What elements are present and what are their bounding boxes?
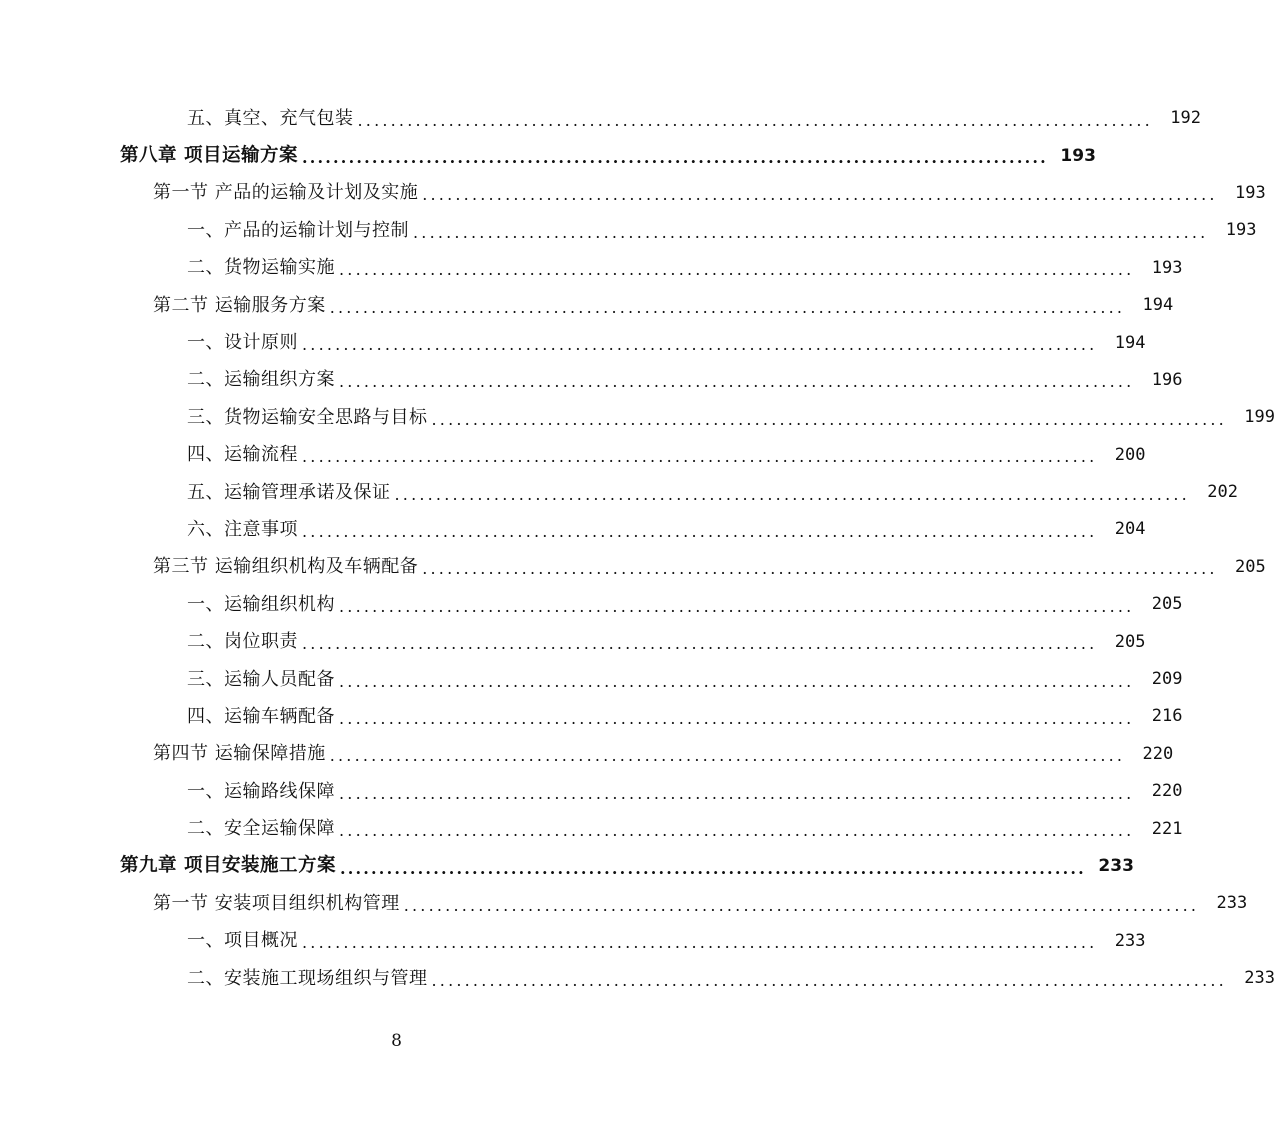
toc-entry-title: 四、运输流程 [187,444,298,466]
toc-entry[interactable] [0,137,1096,174]
toc-entry[interactable] [0,287,1174,324]
toc-entry-title: 一、设计原则 [187,332,298,354]
toc-page-number: 199 [1244,407,1275,428]
toc-entry-title: 一、项目概况 [187,930,298,952]
toc-entry[interactable] [0,923,1146,960]
toc-entry-title: 五、运输管理承诺及保证 [187,481,391,503]
toc-dot-leader: ................................................................................................ [339,783,1135,803]
toc-dot-leader: ................................................................................................ [403,895,1200,915]
toc-entry-title: 第三节 运输组织机构及车辆配备 [153,556,419,578]
toc-dot-leader: ................................................................................................ [339,260,1135,280]
toc-dot-leader: ................................................................................................ [339,858,1086,878]
toc-entry-title: 二、运输组织方案 [187,369,335,391]
toc-entry[interactable] [0,960,1275,997]
toc-dot-leader: ................................................................................................ [339,596,1135,616]
toc-dot-leader: ................................................................................................ [302,634,1098,654]
toc-page-number: 193 [1234,182,1266,203]
toc-entry[interactable] [0,474,1238,511]
toc-entry[interactable] [0,885,1248,922]
toc-entry-title: 第九章 项目安装施工方案 [120,855,336,877]
toc-entry[interactable] [0,810,1183,847]
toc-entry[interactable] [0,736,1174,773]
toc-entry[interactable] [0,250,1183,287]
toc-dot-leader: ................................................................................................ [329,297,1126,317]
toc-entry-title: 二、安装施工现场组织与管理 [187,967,428,989]
toc-page-number: 194 [1142,295,1174,316]
toc-dot-leader: ................................................................................................ [302,447,1098,467]
toc-dot-leader: ................................................................................................ [301,148,1048,168]
toc-dot-leader: ................................................................................................ [422,185,1218,205]
toc-page-number: 193 [1151,257,1183,278]
toc-entry-title: 一、运输路线保障 [187,780,335,802]
toc-dot-leader: ................................................................................................ [339,372,1135,392]
toc-entry-title: 三、货物运输安全思路与目标 [187,406,428,428]
toc-entry[interactable] [0,511,1146,548]
page-footer-number: 8 [391,1031,402,1051]
toc-page-number: 233 [1216,893,1248,914]
toc-dot-leader: ................................................................................................ [339,708,1135,728]
toc-entry-title: 第八章 项目运输方案 [120,144,298,166]
toc-entry-title: 六、注意事项 [187,518,298,540]
toc-entry-title: 第一节 产品的运输及计划及实施 [153,182,419,204]
toc-entry-title: 二、岗位职责 [187,631,298,653]
toc-page-number: 200 [1114,444,1146,465]
toc-entry[interactable] [0,175,1266,212]
toc-entry-title: 一、运输组织机构 [187,593,335,615]
toc-entry[interactable] [0,623,1146,660]
toc-entry[interactable] [0,324,1146,361]
toc-dot-leader: ................................................................................................ [302,335,1098,355]
toc-dot-leader: ................................................................................................ [431,409,1227,429]
toc-page-number: 193 [1225,220,1257,241]
toc-dot-leader: ................................................................................................ [339,671,1135,691]
toc-entry-title: 一、产品的运输计划与控制 [187,219,409,241]
toc-page-number: 196 [1151,369,1183,390]
toc-page-number: 205 [1234,556,1266,577]
toc-entry[interactable] [0,586,1183,623]
toc-page-number: 209 [1151,669,1183,690]
toc-page-number: 221 [1151,818,1183,839]
toc-page-number: 233 [1098,856,1134,876]
toc-entry[interactable] [0,362,1183,399]
toc-entry[interactable] [0,437,1146,474]
toc-entry[interactable] [0,549,1266,586]
toc-dot-leader: ................................................................................................ [394,484,1190,504]
toc-page-number: 202 [1207,482,1238,503]
toc-entry[interactable] [0,848,1134,885]
toc-page-number: 205 [1114,631,1146,652]
toc-page-number: 193 [1060,145,1096,166]
toc-dot-leader: ................................................................................................ [329,746,1126,766]
toc-page-number: 194 [1114,332,1146,353]
toc-entry-title: 第二节 运输服务方案 [153,294,326,316]
toc-entry-title: 第一节 安装项目组织机构管理 [153,892,400,914]
toc-page-number: 204 [1114,519,1146,540]
toc-page-number: 233 [1114,930,1146,951]
toc-entry-title: 第四节 运输保障措施 [153,743,326,765]
toc-dot-leader: ................................................................................................ [339,821,1135,841]
toc-entry[interactable] [0,661,1183,698]
toc-dot-leader: ................................................................................................ [413,222,1209,242]
toc-dot-leader: ................................................................................................ [431,970,1227,990]
toc-entry[interactable] [0,399,1275,436]
toc-page-number: 220 [1142,743,1174,764]
toc-dot-leader: ................................................................................................ [302,933,1098,953]
toc-entry[interactable] [0,773,1183,810]
toc-entry-title: 五、真空、充气包装 [187,107,354,129]
toc-dot-leader: ................................................................................................ [422,559,1218,579]
toc-entry[interactable] [0,698,1183,735]
toc-page-number: 205 [1151,594,1183,615]
toc-page-number: 220 [1151,781,1183,802]
toc-entry-title: 三、运输人员配备 [187,668,335,690]
toc-entry-title: 二、安全运输保障 [187,818,335,840]
toc-entry-title: 二、货物运输实施 [187,257,335,279]
toc-page-number: 192 [1170,108,1201,129]
table-of-contents [0,100,1275,997]
toc-entry-title: 四、运输车辆配备 [187,705,335,727]
toc-entry[interactable] [0,100,1201,137]
toc-dot-leader: ................................................................................................ [357,110,1153,130]
toc-page-number: 233 [1244,968,1275,989]
toc-entry[interactable] [0,212,1257,249]
toc-page-number: 216 [1151,706,1183,727]
toc-dot-leader: ................................................................................................ [302,521,1098,541]
